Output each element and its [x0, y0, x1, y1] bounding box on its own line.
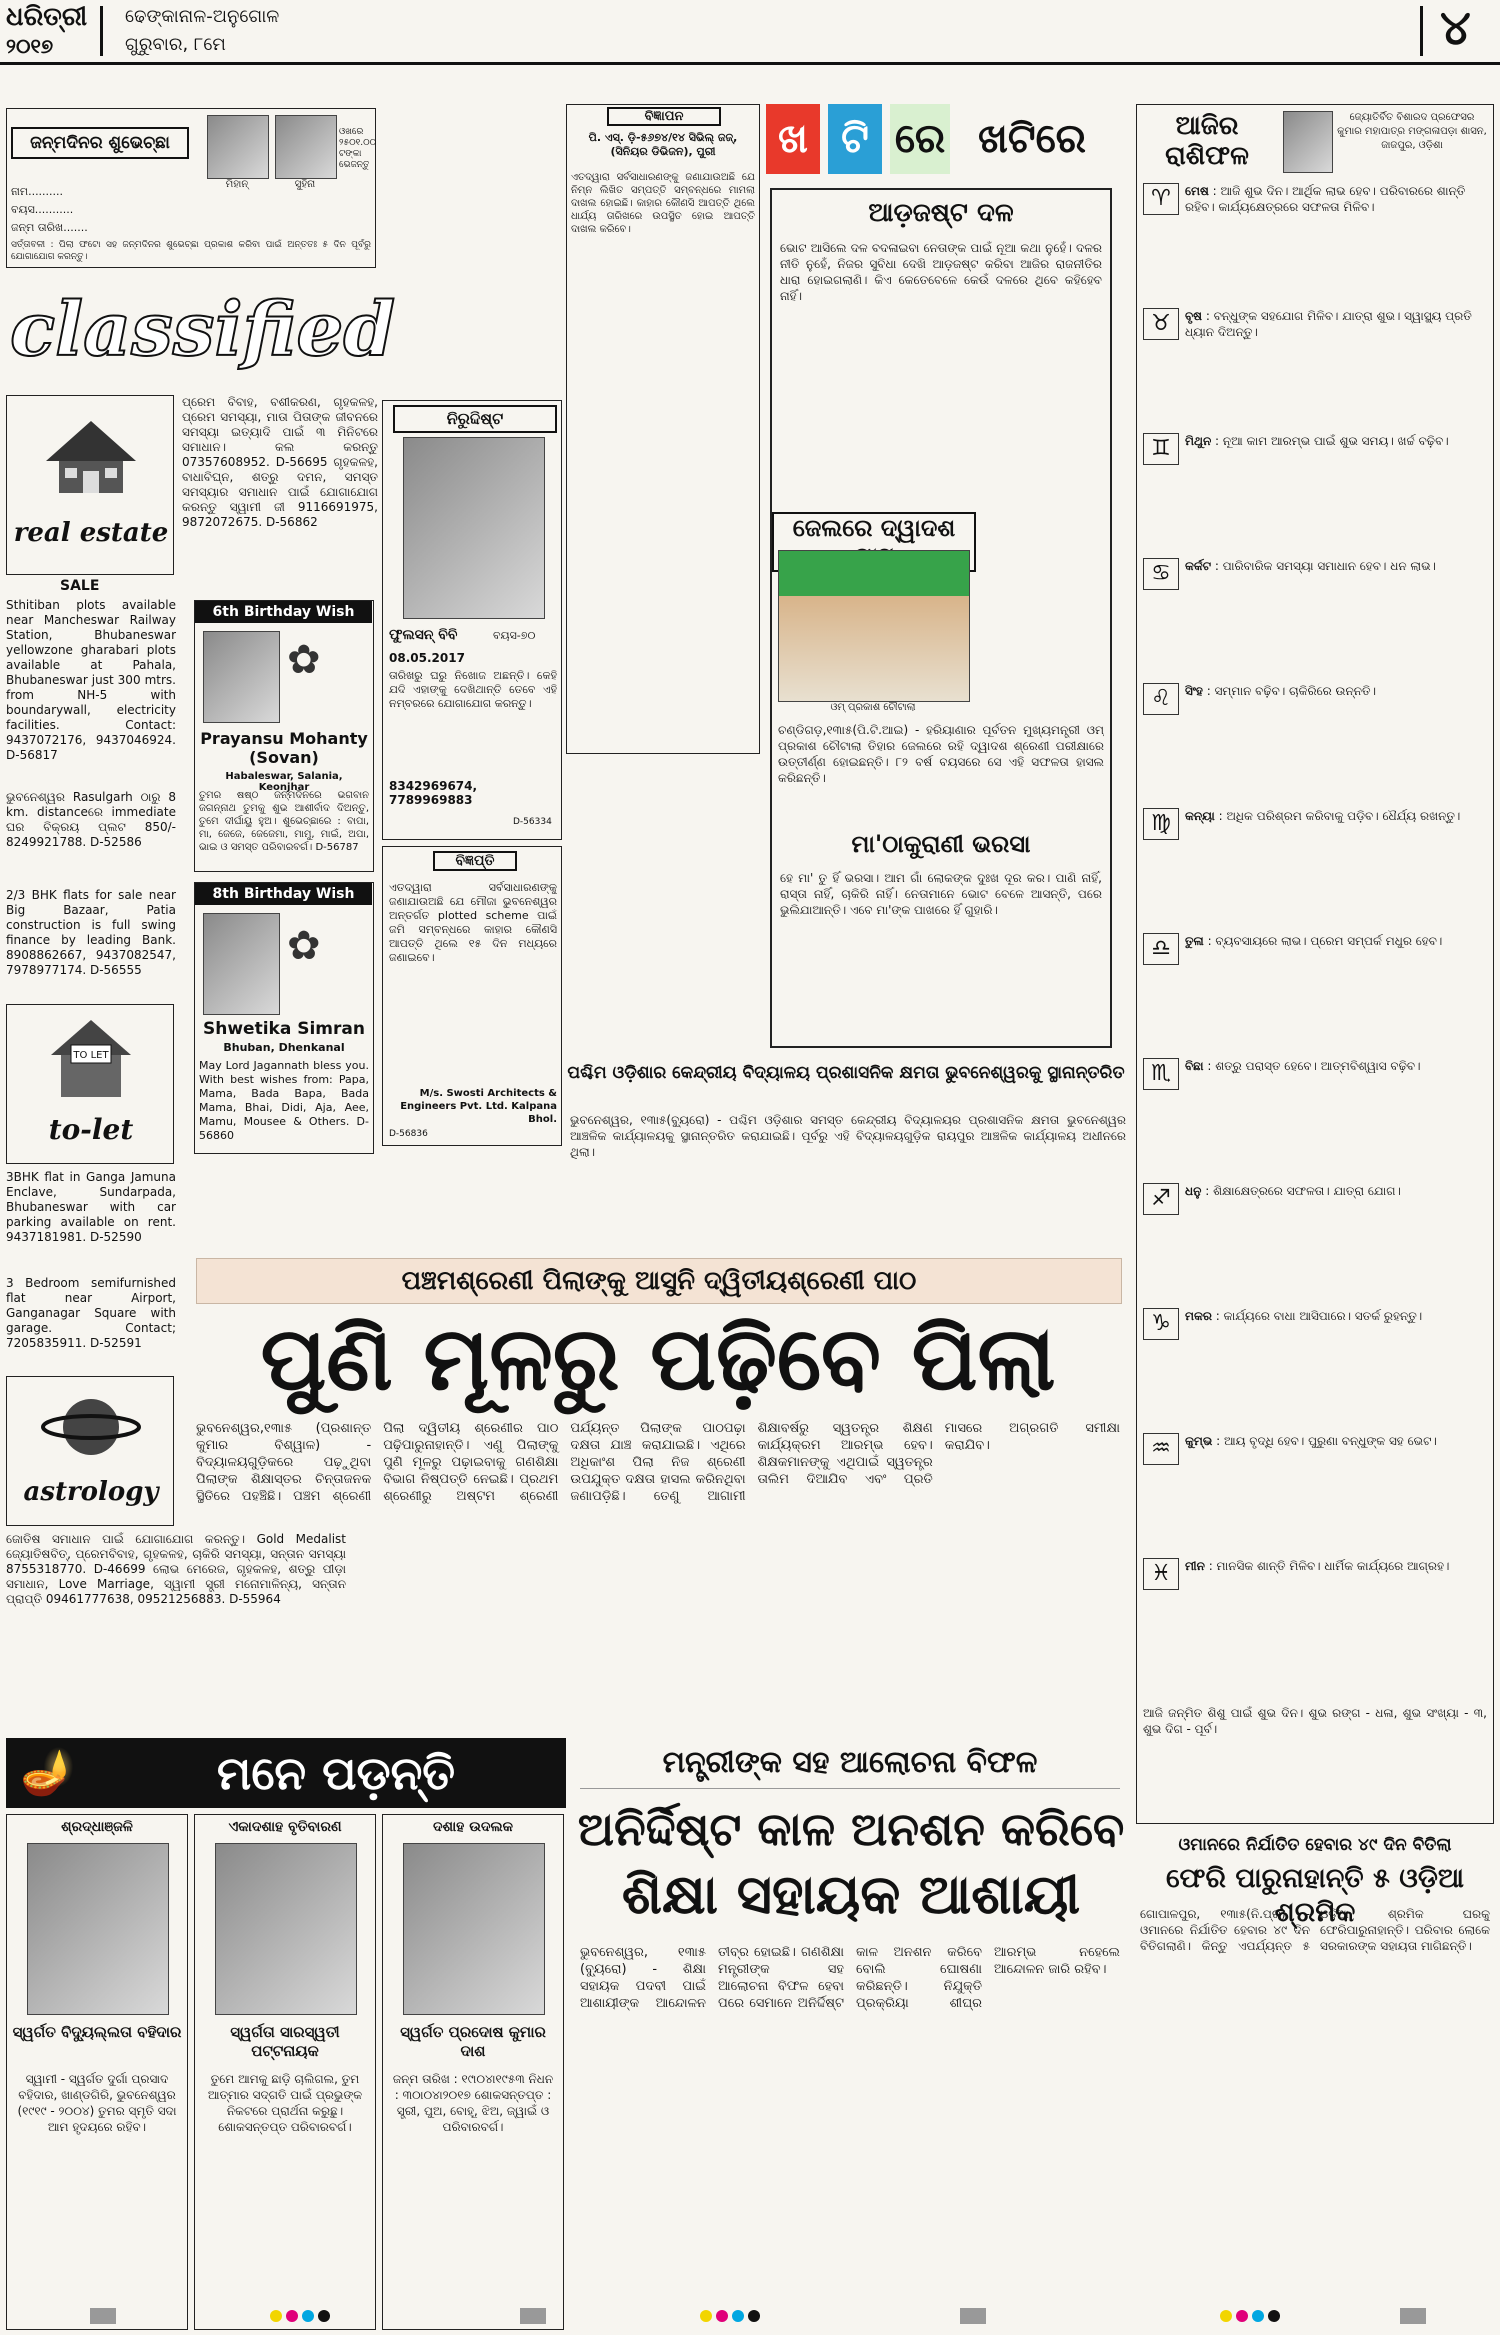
- kv-story-text: ଭୁବନେଶ୍ୱର, ୧୩ା୫(ବ୍ୟୁରୋ) - ପଶ୍ଚିମ ଓଡ଼ିଶାର ସମସ୍ତ କେନ୍ଦ୍ରୀୟ ବିଦ୍ୟାଳୟର ପ୍ରଶାସନିକ କ୍ଷମତା ଭୁବନେଶ୍ୱର ଆଞ୍ଚଳିକ କାର୍ଯ୍ୟାଳୟକୁ ସ୍ଥାନାନ୍ତରିତ କରାଯାଇଛି। ପୂର୍ବରୁ ଏହି ବିଦ୍ୟାଳୟଗୁଡ଼ିକ ରାୟପୁର ଆଞ୍ଚଳିକ କାର୍ଯ୍ୟାଳୟ ଅଧୀନରେ ଥିଲା।: [570, 1113, 1126, 1159]
- article1-text: ଭୋଟ ଆସିଲେ ଦଳ ବଦଳାଇବା ନେତାଙ୍କ ପାଇଁ ନୂଆ କଥା ନୁହେଁ। ଦଳର ନୀତି ନୁହେଁ, ନିଜର ସୁବିଧା ଦେଖି ଆଡ଼ଜଷ୍ଟ କରିବା ଆଜିର ରାଜନୀତିର ଧାରା ହୋଇଗଲାଣି। କିଏ କେତେବେଳେ କେଉଁ ଦଳରେ ଥିବେ କହିହେବ ନାହିଁ।: [780, 241, 1102, 303]
- rashi-name: ବୃଷ: [1185, 309, 1203, 323]
- rashi-text: ପାରିବାରିକ ସମସ୍ୟା ସମାଧାନ ହେବ। ଧନ ଲାଭ।: [1222, 559, 1436, 573]
- strike-headline-1: ଅନିର୍ଦ୍ଦିଷ୍ଟ କାଳ ଅନଶନ କରିବେ: [577, 1802, 1125, 1856]
- missing-title: ନିରୁଦ୍ଦିଷ୍ଟ: [393, 405, 557, 433]
- birthday-card-1: [194, 600, 374, 872]
- rashi-text: ନୂଆ କାମ ଆରମ୍ଭ ପାଇଁ ଶୁଭ ସମୟ। ଖର୍ଚ୍ଚ ବଢ଼ିବ।: [1222, 434, 1449, 448]
- svg-text:TO LET: TO LET: [73, 1050, 109, 1061]
- lamp-icon: 🪔: [20, 1747, 75, 1798]
- birthday-field-age: ବୟସ...........: [11, 203, 74, 216]
- rashi-zodiac-icon: ♐: [1143, 1183, 1179, 1215]
- to-let-badge: [6, 1004, 174, 1164]
- banner-letter-1: ଖ: [766, 104, 820, 174]
- print-mark: [90, 2308, 116, 2324]
- astrologer-photo: [1283, 111, 1333, 173]
- memorial-card-2-name: ସ୍ୱର୍ଗତା ସାରସ୍ୱତୀ ପଟ୍ଟନାୟକ: [230, 2023, 340, 2060]
- article3-text: ହେ ମା' ତୁ ହିଁ ଭରସା। ଆମ ଗାଁ ଲୋକଙ୍କ ଦୁଃଖ ଦୂର କର। ପାଣି ନାହିଁ, ରାସ୍ତା ନାହିଁ, ଚାକିରି ନାହିଁ। ନେତାମାନେ ଭୋଟ ବେଳେ ଆସନ୍ତି, ପରେ ଭୁଲିଯାଆନ୍ତି। ଏବେ ମା'ଙ୍କ ପାଖରେ ହିଁ ଗୁହାରି।: [780, 871, 1102, 917]
- print-dot: [286, 2310, 298, 2322]
- child-name-2: ସୁହିନା: [294, 179, 316, 190]
- print-dot: [1220, 2310, 1232, 2322]
- child-photo-1: [207, 115, 269, 179]
- memorial-card-2-text: ତୁମେ ଆମକୁ ଛାଡ଼ି ଚାଲିଗଲ, ତୁମ ଆତ୍ମାର ସଦ୍‌ଗତି ପାଇଁ ପ୍ରଭୁଙ୍କ ନିକଟରେ ପ୍ରାର୍ଥନା କରୁଛୁ। ଶୋକସନ୍ତପ୍ତ ପରିବାରବର୍ଗ।: [207, 2072, 363, 2134]
- birthday-card-1-place: Habaleswar, Salania, Keonjhar: [225, 771, 343, 793]
- rashi-row: ♑ ମକର : କାର୍ଯ୍ୟରେ ବାଧା ଆସିପାରେ। ସତର୍କ ରୁହନ୍ତୁ।: [1143, 1308, 1487, 1433]
- rashi-name: କୁମ୍ଭ: [1185, 1434, 1213, 1448]
- birthday-card-1-msg: ତୁମର ଷଷ୍ଠ ଜନ୍ମଦିନରେ ଭଗବାନ ଜଗନ୍ନାଥ ତୁମକୁ ଶୁଭ ଆଶୀର୍ବାଦ ଦିଅନ୍ତୁ, ତୁମେ ଦୀର୍ଘାୟୁ ହୁଅ। ଶୁଭେଚ୍ଛାରେ : ବାପା, ମା, ଜେଜେ, ଜେଜେମା, ମାମୁ, ମାଇଁ, ଅପା, ଭାଇ ଓ ସମସ୍ତ ପରିବାରବର୍ଗ। D-56787: [199, 790, 369, 853]
- flower-icon: ✿: [287, 923, 321, 969]
- rashi-zodiac-icon: ♏: [1143, 1058, 1179, 1090]
- lead-text: ଭୁବନେଶ୍ୱର,୧୩ା୫ (ପ୍ରଶାନ୍ତ କୁମାର ବିଶ୍ୱାଳ) - ବିଦ୍ୟାଳୟଗୁଡ଼ିକରେ ପଢ଼ୁଥିବା ପିଲାଙ୍କ ଶିକ୍ଷାସ୍ତର ଚିନ୍ତାଜନକ ସ୍ଥିତିରେ ପହଞ୍ଚିଛି। ପଞ୍ଚମ ଶ୍ରେଣୀ ପିଲା ଦ୍ୱିତୀୟ ଶ୍ରେଣୀର ପାଠ ପଢ଼ିପାରୁନାହାନ୍ତି। ଏଣୁ ପିଲାଙ୍କୁ ପୁଣି ମୂଳରୁ ପଢ଼ାଇବାକୁ ଗଣଶିକ୍ଷା ବିଭାଗ ନିଷ୍ପତ୍ତି ନେଇଛି। ପ୍ରଥମ ଶ୍ରେଣୀରୁ ଅଷ୍ଟମ ଶ୍ରେଣୀ ପର୍ଯ୍ୟନ୍ତ ପିଲାଙ୍କ ପାଠପଢ଼ା ଦକ୍ଷତା ଯାଞ୍ଚ କରାଯାଇଛି। ଏଥିରେ ଅଧିକାଂଶ ପିଲା ନିଜ ଶ୍ରେଣୀ ଉପଯୁକ୍ତ ଦକ୍ଷତା ହାସଲ କରିନଥିବା ଜଣାପଡ଼ିଛି। ତେଣୁ ଆଗାମୀ ଶିକ୍ଷାବର୍ଷରୁ ସ୍ୱତନ୍ତ୍ର ଶିକ୍ଷଣ କାର୍ଯ୍ୟକ୍ରମ ଆରମ୍ଭ ହେବ। ଶିକ୍ଷକମାନଙ୍କୁ ଏଥିପାଇଁ ସ୍ୱତନ୍ତ୍ର ତାଲିମ ଦିଆଯିବ ଏବଂ ପ୍ରତି ମାସରେ ଅଗ୍ରଗତି ସମୀକ୍ଷା କରାଯିବ।: [196, 1421, 1120, 1504]
- notice-title: ବିଜ୍ଞପ୍ତି: [433, 851, 517, 871]
- article2-title: ଜେଲରେ ଦ୍ୱାଦଶ: [772, 512, 976, 572]
- rashi-zodiac-icon: ♎: [1143, 933, 1179, 965]
- planet-icon: [41, 1385, 141, 1469]
- mane-padanti-banner: [6, 1738, 566, 1808]
- memorial-card-2-photo: [215, 1843, 357, 2015]
- missing-text: ତାରିଖରୁ ଘରୁ ନିଖୋଜ ଅଛନ୍ତି। କେହି ଯଦି ଏହାଙ୍କୁ ଦେଖିଥାନ୍ତି ତେବେ ଏହି ନମ୍ବରରେ ଯୋଗାଯୋଗ କରନ୍ତୁ।: [389, 669, 557, 710]
- lead-headline: ପୁଣି ମୂଳରୁ ପଢ଼ିବେ ପିଲା: [260, 1307, 1056, 1410]
- astrology-label: astrology: [23, 1477, 159, 1507]
- rashi-row: ♋ କର୍କଟ : ପାରିବାରିକ ସମସ୍ୟା ସମାଧାନ ହେବ। ଧନ ଲାଭ।: [1143, 558, 1487, 683]
- birthday-card-1-title: 6th Birthday Wish: [195, 601, 372, 623]
- vigyapan-sub: ପି. ଏସ୍. ଡ଼ି-୫୬୭୪/୧୪ ସିଭିଲ୍ ଜଜ୍, (ସିନିୟର ଡିଭିଜନ), ପୁରୀ: [588, 131, 738, 158]
- rashi-row: ♏ ବିଛା : ଶତ୍ରୁ ପରାସ୍ତ ହେବେ। ଆତ୍ମବିଶ୍ୱାସ ବଢ଼ିବ।: [1143, 1058, 1487, 1183]
- oman-text: ଗୋପାଳପୁର, ୧୩ା୫(ନି.ପ୍ର) - ଓମାନରେ ନିର୍ଯାତିତ ହେବାର ୪୯ ଦିନ ବିତିଗଲାଣି। କିନ୍ତୁ ଏପର୍ଯ୍ୟନ୍ତ ୫ ଓଡ଼ିଆ ଶ୍ରମିକ ଘରକୁ ଫେରିପାରୁନାହାନ୍ତି। ପରିବାର ଲୋକେ ସରକାରଙ୍କ ସହାୟତା ମାଗିଛନ୍ତି।: [1140, 1907, 1490, 1953]
- missing-code: D-56334: [513, 817, 552, 827]
- birthday-card-2-place: Bhuban, Dhenkanal: [223, 1041, 345, 1054]
- rashi-name: ତୁଳା: [1185, 934, 1204, 948]
- birthday-card-2-msg: May Lord Jagannath bless you. With best wishes from: Papa, Mama, Bada Bapa, Bada Mama, Bhai, Didi, Aja, Aee, Mamu, Mousee & Others. D-56860: [199, 1059, 369, 1142]
- strike-headline-2: ଶିକ୍ଷା ସହାୟକ ଆଶାୟୀ: [621, 1863, 1081, 1926]
- birthday-card-2-photo: [203, 913, 280, 1015]
- missing-phones: 8342969674, 7789969883: [389, 779, 478, 807]
- real-estate-item-1: Sthitiban plots available near Mancheswar Railway Station, Bhubaneswar yellowzone gharabari plots available at Pahala, Bhubaneswar just 300 mtrs. from NH-5 with boundarywall, electricity facilities. Contact: 9437072176, 9437046924. D-56817: [6, 598, 176, 762]
- birthday-wish-box: [6, 108, 376, 268]
- khatire-banner: [766, 104, 1106, 184]
- khatire-box: [770, 188, 1112, 1048]
- rashi-name: କନ୍ୟା: [1185, 809, 1215, 823]
- memorial-card-3-head: ଦଶାହ ଉଦଲକ: [432, 1819, 514, 1835]
- memorial-card-1-name: ସ୍ୱର୍ଗତ ବିଦ୍ୟୁଲ୍ଲତା ବହିଦାର: [12, 2023, 182, 2041]
- rashi-name: ମୀନ: [1185, 1559, 1205, 1573]
- page-number-divider: [1420, 6, 1423, 56]
- print-dot: [318, 2310, 330, 2322]
- missing-photo: [403, 437, 545, 619]
- memorial-card-1-head: ଶ୍ରଦ୍ଧାଞ୍ଜଳି: [61, 1819, 133, 1835]
- rashi-name: କର୍କଟ: [1185, 559, 1212, 573]
- house-icon: [41, 416, 141, 496]
- rashi-text: ଆଜି ଶୁଭ ଦିନ। ଆର୍ଥିକ ଲାଭ ହେବ। ପରିବାରରେ ଶାନ୍ତି ରହିବ। କାର୍ଯ୍ୟକ୍ଷେତ୍ରରେ ସଫଳତା ମିଳିବ।: [1185, 184, 1466, 214]
- astrology-text: ଜୋତିଷ ସମାଧାନ ପାଇଁ ଯୋଗାଯୋଗ କରନ୍ତୁ। Gold Medalist ଜ୍ୟୋତିଷବିତ୍, ପ୍ରେମବିବାହ, ଗୃହକଳହ, ଚାକିରି ସମସ୍ୟା, ସନ୍ତାନ ସମସ୍ୟା 8755318770. D-46699 ଲୋଭ ମେରେଜ, ଗୃହକଳହ, ଶତ୍ରୁ ପୀଡ଼ା ସମାଧାନ, Love Marriage, ସ୍ୱାମୀ ସ୍ତ୍ରୀ ମନୋମାଳିନ୍ୟ, ସନ୍ତାନ ପ୍ରାପ୍ତି 09461777638, 09521256883. D-55964: [6, 1532, 346, 1606]
- print-dot: [270, 2310, 282, 2322]
- article3-title: ମା'ଠାକୁରାଣୀ ଭରସା: [851, 830, 1031, 858]
- rashifal-box: [1136, 104, 1494, 1824]
- paper-year: ୨୦୧୭: [6, 34, 54, 58]
- rashi-zodiac-icon: ♍: [1143, 808, 1179, 840]
- print-dot: [1252, 2310, 1264, 2322]
- print-dot: [748, 2310, 760, 2322]
- rashi-name: ମିଥୁନ: [1185, 434, 1212, 448]
- rashi-row: ♈ ମେଷ : ଆଜି ଶୁଭ ଦିନ। ଆର୍ଥିକ ଲାଭ ହେବ। ପରିବାରରେ ଶାନ୍ତି ରହିବ। କାର୍ଯ୍ୟକ୍ଷେତ୍ରରେ ସଫଳତା ମିଳିବ।: [1143, 183, 1487, 308]
- article2-photo: [778, 550, 970, 702]
- rashi-name: ବିଛା: [1185, 1059, 1204, 1073]
- rashi-text: ମାନସିକ ଶାନ୍ତି ମିଳିବ। ଧାର୍ମିକ କାର୍ଯ୍ୟରେ ଆଗ୍ରହ।: [1216, 1559, 1450, 1573]
- rashi-zodiac-icon: ♈: [1143, 183, 1179, 215]
- masthead-divider: [100, 6, 103, 56]
- real-estate-item-2: ଭୁବନେଶ୍ୱର Rasulgarh ଠାରୁ 8 km. distanceରେ immediate ଘର ବିକ୍ରୟ ପ୍ଲଟ 850/- 8249921788. D-52586: [6, 790, 176, 849]
- rashi-zodiac-icon: ♉: [1143, 308, 1179, 340]
- print-mark: [520, 2308, 546, 2324]
- print-dot: [302, 2310, 314, 2322]
- birthday-wish-title: ଜନ୍ମଦିନର ଶୁଭେଚ୍ଛା: [11, 127, 189, 159]
- birthday-card-1-name: Prayansu Mohanty (Sovan): [200, 729, 368, 767]
- astrology-badge: [6, 1376, 174, 1526]
- print-mark: [1400, 2308, 1426, 2324]
- memorial-card-3-text: ଜନ୍ମ ତାରିଖ : ୧୯ା୦୪ା୧୯୫୩ ନିଧନ : ୩୦ା୦୪ା୨୦୧୭ ଶୋକସନ୍ତପ୍ତ : ସ୍ତ୍ରୀ, ପୁଅ, ବୋହୂ, ଝିଅ, ଜ୍ୱାଇଁ ଓ ପରିବାରବର୍ଗ।: [392, 2072, 554, 2134]
- rashi-row: ♉ ବୃଷ : ବନ୍ଧୁଙ୍କ ସହଯୋଗ ମିଳିବ। ଯାତ୍ରା ଶୁଭ। ସ୍ୱାସ୍ଥ୍ୟ ପ୍ରତି ଧ୍ୟାନ ଦିଅନ୍ତୁ।: [1143, 308, 1487, 433]
- rashi-text: ଶତ୍ରୁ ପରାସ୍ତ ହେବେ। ଆତ୍ମବିଶ୍ୱାସ ବଢ଼ିବ।: [1215, 1059, 1421, 1073]
- rashi-zodiac-icon: ♑: [1143, 1308, 1179, 1340]
- notice-code: D-56836: [389, 1129, 428, 1139]
- page-number: ୪: [1440, 0, 1471, 56]
- print-dot: [1268, 2310, 1280, 2322]
- memorial-card-3-photo: [403, 1843, 545, 2015]
- mane-padanti-title: ମନେ ପଡ଼ନ୍ତି: [216, 1746, 456, 1800]
- real-estate-item-3: 2/3 BHK flats for sale near Big Bazaar, Patia construction is full swing finance by leading Bank. 8908862667, 9437082547, 7978977174. D-56555: [6, 888, 176, 977]
- child-name-1: ମିହାନ୍: [225, 179, 249, 190]
- memorial-card-2-head: ଏକାଦଶାହ ବୃତିବାରଣ: [228, 1819, 342, 1835]
- print-dot: [732, 2310, 744, 2322]
- banner-word: ଖଟିରେ: [978, 116, 1086, 162]
- masthead: [0, 0, 1500, 65]
- rashi-row: ♎ ତୁଳା : ବ୍ୟବସାୟରେ ଲାଭ। ପ୍ରେମ ସମ୍ପର୍କ ମଧୁର ହେବ।: [1143, 933, 1487, 1058]
- rashi-row: ♊ ମିଥୁନ : ନୂଆ କାମ ଆରମ୍ଭ ପାଇଁ ଶୁଭ ସମୟ। ଖର୍ଚ୍ଚ ବଢ଼ିବ।: [1143, 433, 1487, 558]
- classified-title: classified: [10, 287, 396, 373]
- oman-headline: ଫେରି ପାରୁନାହାନ୍ତି ୫ ଓଡ଼ିଆ ଶ୍ରମିକ: [1166, 1863, 1464, 1928]
- birthday-side-note: ଓଖରେ ୨୫୦୧.୦୦ ଟଙ୍କା ଭେଜନ୍ତୁ: [339, 127, 377, 170]
- notice-box: [382, 846, 562, 1146]
- print-mark: [960, 2308, 986, 2324]
- to-let-label: to-let: [48, 1113, 134, 1146]
- memorial-card-2: [194, 1814, 376, 2330]
- article2-caption: ଓମ୍ ପ୍ରକାଶ ଚୌଟାଲା: [830, 702, 916, 713]
- missing-date: 08.05.2017: [389, 651, 465, 665]
- memorial-card-1-photo: [27, 1843, 169, 2015]
- rashi-zodiac-icon: ♓: [1143, 1558, 1179, 1590]
- rashi-text: ଶିକ୍ଷାକ୍ଷେତ୍ରରେ ସଫଳତା। ଯାତ୍ରା ଯୋଗ।: [1213, 1184, 1401, 1198]
- rashi-row: ♐ ଧନୁ : ଶିକ୍ଷାକ୍ଷେତ୍ରରେ ସଫଳତା। ଯାତ୍ରା ଯୋଗ।: [1143, 1183, 1487, 1308]
- rashifal-title: ଆଜିର ରାଶିଫଳ: [1165, 111, 1249, 171]
- missing-name: ଫୁଲସନ୍ ବିବି: [389, 627, 458, 643]
- missing-age: ବୟସ-୭୦: [493, 629, 536, 642]
- oman-strap: ଓମାନରେ ନିର୍ଯାତିତ ହେବାର ୪୯ ଦିନ ବିତିଲା: [1178, 1835, 1452, 1855]
- birthday-card-2-name: Shwetika Simran: [203, 1019, 365, 1039]
- rashi-name: ସିଂହ: [1185, 684, 1203, 698]
- rashi-name: ଧନୁ: [1185, 1184, 1202, 1198]
- strike-strap: ମନ୍ତ୍ରୀଙ୍କ ସହ ଆଲୋଚନା ବିଫଳ: [580, 1738, 1120, 1789]
- paper-name: ଧରିତ୍ରୀ: [6, 2, 88, 32]
- rashi-zodiac-icon: ♋: [1143, 558, 1179, 590]
- lead-strap: ପଞ୍ଚମଶ୍ରେଣୀ ପିଲାଙ୍କୁ ଆସୁନି ଦ୍ୱିତୀୟଶ୍ରେଣୀ ପାଠ: [196, 1258, 1122, 1304]
- rashi-text: ଆୟ ବୃଦ୍ଧି ହେବ। ପୁରୁଣା ବନ୍ଧୁଙ୍କ ସହ ଭେଟ।: [1223, 1434, 1437, 1448]
- to-let-sign-icon: [41, 1015, 141, 1105]
- sale-label: SALE: [60, 578, 100, 594]
- birthday-card-2: [194, 882, 374, 1154]
- print-dot: [1236, 2310, 1248, 2322]
- vigyapan-title: ବିଜ୍ଞାପନ: [607, 107, 721, 126]
- real-estate-badge: [6, 395, 174, 575]
- rashifal-list: [1143, 183, 1487, 1693]
- article1-title: ଆଡ଼ଜଷ୍ଟ ଦଳ: [868, 198, 1014, 228]
- rashi-text: ବ୍ୟବସାୟରେ ଲାଭ। ପ୍ରେମ ସମ୍ପର୍କ ମଧୁର ହେବ।: [1215, 934, 1443, 948]
- notice-sign: M/s. Swosti Architects & Engineers Pvt. Ltd. Kalpana Bhol.: [400, 1088, 557, 1125]
- memorial-card-1-text: ସ୍ୱାମୀ - ସ୍ୱର୍ଗତ ଦୁର୍ଗା ପ୍ରସାଦ ବହିଦାର, ଖାଣ୍ଡଗିରି, ଭୁବନେଶ୍ୱର (୧୯୧୯ - ୨୦୦୪) ତୁମର ସ୍ମୃତି ସଦା ଆମ ହୃଦୟରେ ରହିବ।: [17, 2072, 177, 2134]
- memorial-card-3: [382, 1814, 564, 2330]
- kv-story-title: ପଶ୍ଚିମ ଓଡ଼ିଶାର କେନ୍ଦ୍ରୀୟ ବିଦ୍ୟାଳୟ ପ୍ରଶାସନିକ କ୍ଷମତା ଭୁବନେଶ୍ୱରକୁ ସ୍ଥାନାନ୍ତରିତ: [567, 1063, 1125, 1083]
- strike-text: ଭୁବନେଶ୍ୱର, ୧୩ା୫ (ବ୍ୟୁରୋ) - ଶିକ୍ଷା ସହାୟକ ପଦବୀ ପାଇଁ ଆଶାୟୀଙ୍କ ଆନ୍ଦୋଳନ ତୀବ୍ର ହୋଇଛି। ଗଣଶିକ୍ଷା ମନ୍ତ୍ରୀଙ୍କ ସହ ଆଲୋଚନା ବିଫଳ ହେବା ପରେ ସେମାନେ ଅନିର୍ଦ୍ଦିଷ୍ଟ କାଳ ଅନଶନ କରିବେ ବୋଲି ଘୋଷଣା କରିଛନ୍ତି। ନିଯୁକ୍ତି ପ୍ରକ୍ରିୟା ଶୀଘ୍ର ଆରମ୍ଭ ନହେଲେ ଆନ୍ଦୋଳନ ଜାରି ରହିବ।: [580, 1945, 1120, 2011]
- classified-col2-text: ପ୍ରେମ ବିବାହ, ବଶୀକରଣ, ଗୃହକଳହ, ପ୍ରେମ ସମସ୍ୟା, ମାତା ପିତାଙ୍କ ଜୀବନରେ ସମସ୍ୟା ଇତ୍ୟାଦି ପାଇଁ ୩ ମିନିଟରେ ସମାଧାନ। କଲ କରନ୍ତୁ 07357608952. D-56695 ଗୃହକଳହ, ବାଧାବିଘ୍ନ, ଶତ୍ରୁ ଦମନ, ସମସ୍ତ ସମସ୍ୟାର ସମାଧାନ ପାଇଁ ଯୋଗାଯୋଗ କରନ୍ତୁ ସ୍ୱାମୀ ଜୀ 9116691975, 9872072675. D-56862: [182, 395, 378, 529]
- banner-letter-3: ରେ: [890, 104, 950, 174]
- date: ଗୁରୁବାର, ୮ମେ: [125, 34, 226, 55]
- rashifal-astrologer: ଜ୍ୟୋତିର୍ବିତ ବିଶାରଦ ପ୍ରଫେସର କୁମାର ମହାପାତ୍ର ମଙ୍ଗଳାପଡ଼ା ଶାସନ, ଜାଜପୁର, ଓଡ଼ିଶା: [1337, 112, 1487, 151]
- rashi-text: ସମ୍ମାନ ବଢ଼ିବ। ଚାକିରିରେ ଉନ୍ନତି।: [1214, 684, 1376, 698]
- real-estate-label: real estate: [13, 518, 169, 548]
- banner-letter-2: ଟି: [828, 104, 882, 174]
- birthday-card-1-photo: [203, 631, 280, 723]
- birthday-field-dob: ଜନ୍ମ ତାରିଖ.......: [11, 221, 88, 234]
- missing-person-box: [382, 400, 562, 840]
- birthday-field-name: ନାମ..........: [11, 185, 64, 198]
- rashi-row: ♍ କନ୍ୟା : ଅଧିକ ପରିଶ୍ରମ କରିବାକୁ ପଡ଼ିବ। ଧୈର୍ଯ୍ୟ ରଖନ୍ତୁ।: [1143, 808, 1487, 933]
- vigyapan-text: ଏତଦ୍ୱାରା ସର୍ବସାଧାରଣଙ୍କୁ ଜଣାଯାଉଅଛି ଯେ ନିମ୍ନ ଲିଖିତ ସମ୍ପତ୍ତି ସମ୍ବନ୍ଧରେ ମାମଲା ଦାଖଲ ହୋଇଛି। କାହାର କୌଣସି ଆପତ୍ତି ଥିଲେ ଧାର୍ଯ୍ୟ ତାରିଖରେ ଉପସ୍ଥିତ ହୋଇ ଆପତ୍ତି ଦାଖଲ କରିବେ।: [571, 172, 755, 235]
- rashi-row: ♒ କୁମ୍ଭ : ଆୟ ବୃଦ୍ଧି ହେବ। ପୁରୁଣା ବନ୍ଧୁଙ୍କ ସହ ଭେଟ।: [1143, 1433, 1487, 1558]
- notice-text: ଏତଦ୍ୱାରା ସର୍ବସାଧାରଣଙ୍କୁ ଜଣାଯାଉଅଛି ଯେ ମୌଜା ଭୁବନେଶ୍ୱର ଅନ୍ତର୍ଗତ plotted scheme ପାଇଁ ଜମି ସମ୍ବନ୍ଧରେ କାହାର କୌଣସି ଆପତ୍ତି ଥିଲେ ୧୫ ଦିନ ମଧ୍ୟରେ ଜଣାଇବେ।: [389, 881, 557, 964]
- birthday-card-2-title: 8th Birthday Wish: [195, 883, 372, 905]
- flower-icon: ✿: [287, 637, 321, 683]
- rashi-text: ବନ୍ଧୁଙ୍କ ସହଯୋଗ ମିଳିବ। ଯାତ୍ରା ଶୁଭ। ସ୍ୱାସ୍ଥ୍ୟ ପ୍ରତି ଧ୍ୟାନ ଦିଅନ୍ତୁ।: [1185, 309, 1472, 339]
- print-dot: [700, 2310, 712, 2322]
- rashi-name: ମକର: [1185, 1309, 1212, 1323]
- to-let-item-2: 3 Bedroom semifurnished flat near Airport, Ganganagar Square with garage. Contact; 7205835911. D-52591: [6, 1276, 176, 1350]
- vigyapan-box: [566, 104, 760, 754]
- edition: ଢେଙ୍କାନାଳ-ଅନୁଗୋଳ: [125, 6, 280, 27]
- rashi-zodiac-icon: ♒: [1143, 1433, 1179, 1465]
- to-let-item-1: 3BHK flat in Ganga Jamuna Enclave, Sundarpada, Bhubaneswar with car parking available on rent. 9437181981. D-52590: [6, 1170, 176, 1244]
- memorial-card-1: [6, 1814, 188, 2330]
- rashi-zodiac-icon: ♊: [1143, 433, 1179, 465]
- rashi-zodiac-icon: ♌: [1143, 683, 1179, 715]
- rashi-row: ♌ ସିଂହ : ସମ୍ମାନ ବଢ଼ିବ। ଚାକିରିରେ ଉନ୍ନତି।: [1143, 683, 1487, 808]
- rashi-text: ଅଧିକ ପରିଶ୍ରମ କରିବାକୁ ପଡ଼ିବ। ଧୈର୍ଯ୍ୟ ରଖନ୍ତୁ।: [1226, 809, 1461, 823]
- rashi-row: ♓ ମୀନ : ମାନସିକ ଶାନ୍ତି ମିଳିବ। ଧାର୍ମିକ କାର୍ଯ୍ୟରେ ଆଗ୍ରହ।: [1143, 1558, 1487, 1683]
- article2-text: ଚଣ୍ଡିଗଡ଼,୧୩ା୫(ପି.ଟି.ଆଇ) - ହରିୟାଣାର ପୂର୍ବତନ ମୁଖ୍ୟମନ୍ତ୍ରୀ ଓମ୍ ପ୍ରକାଶ ଚୌଟାଲା ତିହାର ଜେଲରେ ରହି ଦ୍ୱାଦଶ ଶ୍ରେଣୀ ପରୀକ୍ଷାରେ ଉତ୍ତୀର୍ଣ୍ଣ ହୋଇଛନ୍ତି। ୮୨ ବର୍ଷ ବୟସରେ ସେ ଏହି ସଫଳତା ହାସଲ କରିଛନ୍ତି।: [778, 723, 1104, 785]
- rashifal-footer: ଆଜି ଜନ୍ମିତ ଶିଶୁ ପାଇଁ ଶୁଭ ଦିନ। ଶୁଭ ରଙ୍ଗ - ଧଳା, ଶୁଭ ସଂଖ୍ୟା - ୩, ଶୁଭ ଦିଗ - ପୂର୍ବ।: [1143, 1706, 1487, 1736]
- print-dot: [716, 2310, 728, 2322]
- child-photo-2: [275, 115, 337, 179]
- rashi-name: ମେଷ: [1185, 184, 1209, 198]
- memorial-card-3-name: ସ୍ୱର୍ଗତ ପ୍ରଦୋଷ କୁମାର ଦାଶ: [400, 2023, 546, 2060]
- rashi-text: କାର୍ଯ୍ୟରେ ବାଧା ଆସିପାରେ। ସତର୍କ ରୁହନ୍ତୁ।: [1223, 1309, 1423, 1323]
- birthday-note: ସର୍ତ୍ତାବଳୀ : ପିଲା ଫଟୋ ସହ ଜନ୍ମଦିନର ଶୁଭେଚ୍ଛା ପ୍ରକାଶ କରିବା ପାଇଁ ଅନ୍ତତଃ ୫ ଦିନ ପୂର୍ବରୁ ଯୋଗାଯୋଗ କରନ୍ତୁ।: [11, 240, 371, 262]
